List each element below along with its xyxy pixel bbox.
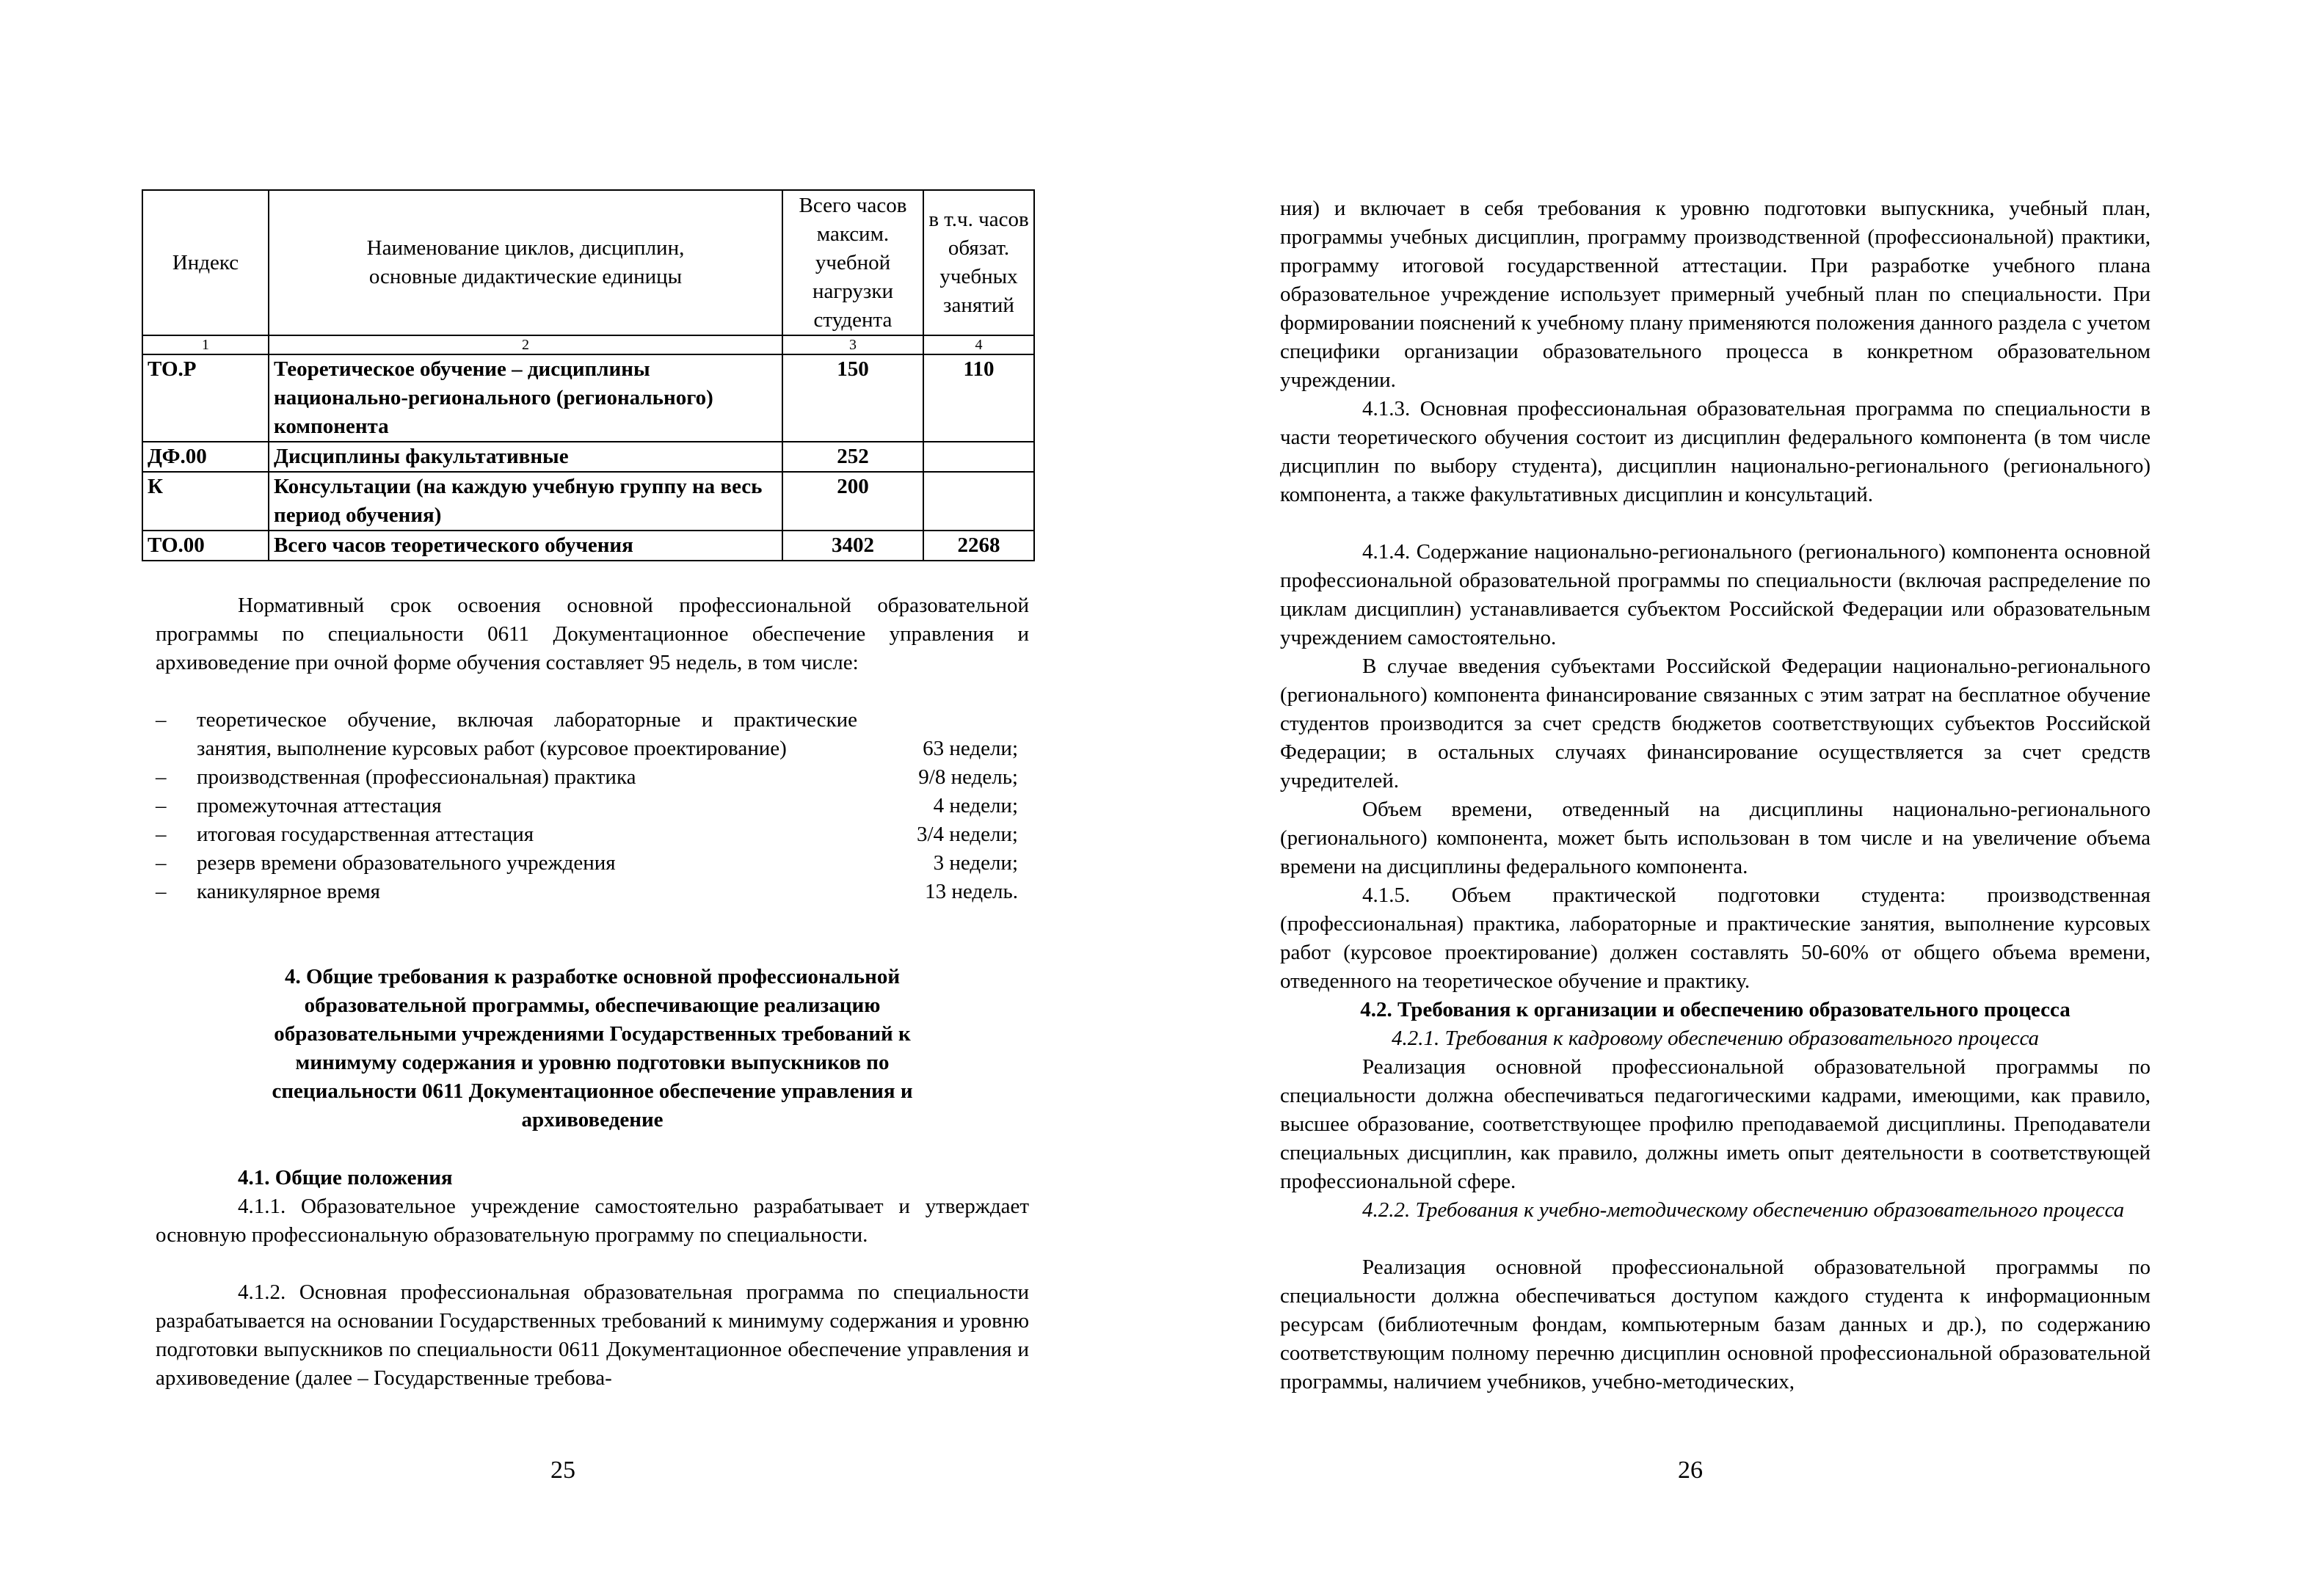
section-4-1-heading: 4.1. Общие положения [238,1166,453,1189]
row-index: ДФ.00 [142,442,269,472]
row-name: Теоретическое обучение – дисциплины национально-регионального (регионального) компонента [269,354,782,442]
paragraph-4-1-4: 4.1.4. Содержание национально-регионального (регионального) компонента основной профессиональной образовательной программы по специальности (включая распределение по циклам дисциплин) устанавливается субъектом Российской Федерации или образовательным учреждением самостоятельно. [1280,540,2151,649]
row-index: ТО.Р [142,354,269,442]
section-4-2-1-heading: 4.2.1. Требования к кадровому обеспечению образовательного процесса [1391,1027,2040,1050]
list-item [156,878,1018,906]
header-index: Индекс [142,190,269,335]
col-number: 1 [142,335,269,354]
section-4-title: 4. Общие требования к разработке основной профессиональной образовательной программы, обеспечивающие реализацию образовательными учреждениями Государственных требований к минимуму содержания и уровню подготовки выпускников по специальности 0611 Документационное обеспечение управления и архивоведение [272,965,913,1132]
col-number: 2 [269,335,782,354]
list-item-value: 3/4 недели; [917,823,1018,846]
list-item-value: 63 недели; [923,737,1018,760]
list-item-value: 4 недели; [933,794,1018,817]
row-index: К [142,472,269,531]
page-number: 26 [1678,1457,1703,1484]
list-item-value: 13 недель. [925,880,1018,903]
header-max-hours: Всего часов максим. учебной нагрузки студента [782,190,923,335]
list-item [156,849,1018,878]
dash-bullet: – [156,880,167,903]
row-name: Всего часов теоретического обучения [269,531,782,561]
paragraph-4-2-2: Реализация основной профессиональной образовательной программы по специальности должна обеспечиваться доступом каждого студента к информационным ресурсам (библиотечным фондам, компьютерным базам данных и др.), по содержанию соответствующим полному перечню дисциплин основной профессиональной образовательной программы, наличием учебников, учебно-методических, [1280,1256,2151,1393]
page-26 [1156,0,2312,1596]
row-class-hours: 110 [923,354,1034,442]
list-item [156,792,1018,820]
section-4-2-heading: 4.2. Требования к организации и обеспечению образовательного процесса [1360,998,2071,1021]
intro-paragraph: Нормативный срок освоения основной профессиональной образовательной программы по специальности 0611 Документационное обеспечение управления и архивоведение при очной форме обучения составляет 95 недель, в том числе: [156,594,1029,674]
list-item-value: 3 недели; [933,851,1018,875]
list-item-text: каникулярное время [197,880,381,903]
dash-bullet: – [156,823,167,846]
paragraph-4-1-5: 4.1.5. Объем практической подготовки студента: производственная (профессиональная) практика, лабораторные и практические занятия, выполнение курсовых работ (курсовое проектирование) должен составлять 50-60% от общего объема времени, отведенного на теоретическое обучение и практику. [1280,883,2151,993]
paragraph-regional-financing: В случае введения субъектами Российской Федерации национально-регионального (регионального) компонента финансирование связанных с этим затрат на бесплатное обучение студентов производится за счет средств бюджетов соответствующих субъектов Российской Федерации; в остальных случаях финансирование осуществляется за счет средств учредителей. [1280,655,2151,792]
table-row [142,472,1034,531]
section-4-2-2-heading: 4.2.2. Требования к учебно-методическому обеспечению образовательного процесса [1362,1198,2125,1222]
row-name: Дисциплины факультативные [269,442,782,472]
row-index: ТО.00 [142,531,269,561]
paragraph-4-1-2: 4.1.2. Основная профессиональная образовательная программа по специальности разрабатывается на основании Государственных требований к минимуму содержания и уровню подготовки выпускников по специальности 0611 Документационное обеспечение управления и архивоведение (далее – Государственные требова- [156,1280,1029,1390]
paragraph-4-1-3: 4.1.3. Основная профессиональная образовательная программа по специальности в части теоретического обучения состоит из дисциплин федерального компонента (в том числе дисциплин по выбору студента), дисциплин национально-регионального (регионального) компонента, а также факультативных дисциплин и консультаций. [1280,397,2151,506]
list-item-text: производственная (профессиональная) практика [197,765,636,789]
list-item [156,820,1018,849]
list-item [156,763,1018,792]
duration-list [156,706,1018,906]
column-number-row [142,335,1034,354]
row-max-hours: 3402 [782,531,923,561]
section-4-heading [156,963,1029,1134]
table-header-row [142,190,1034,335]
table-row [142,442,1034,472]
row-max-hours: 252 [782,442,923,472]
paragraph-time-volume: Объем времени, отведенный на дисциплины национально-регионального (регионального) компонента, может быть использован в том числе и на увеличение объема времени на дисциплины федерального компонента. [1280,798,2151,878]
list-item-text: резерв времени образовательного учреждения [197,851,616,875]
row-name: Консультации (на каждую учебную группу на весь период обучения) [269,472,782,531]
paragraph-4-1-1: 4.1.1. Образовательное учреждение самостоятельно разрабатывает и утверждает основную профессиональную образовательную программу по специальности. [156,1195,1029,1247]
row-class-hours: 2268 [923,531,1034,561]
col-number: 3 [782,335,923,354]
row-max-hours: 150 [782,354,923,442]
list-item-text: теоретическое обучение, включая лабораторные и практические занятия, выполнение курсовых работ (курсовое проектирование) [197,708,857,760]
dash-bullet: – [156,765,167,789]
table-row [142,354,1034,442]
dash-bullet: – [156,794,167,817]
table-row [142,531,1034,561]
header-name: Наименование циклов, дисциплин, основные дидактические единицы [269,190,782,335]
header-class-hours: в т.ч. часов обязат. учебных занятий [923,190,1034,335]
hours-table [142,189,1035,561]
list-item [156,706,1018,763]
col-number: 4 [923,335,1034,354]
paragraph-continued: ния) и включает в себя требования к уровню подготовки выпускника, учебный план, программы учебных дисциплин, программу производственной (профессиональной) практики, программу итоговой государственной аттестации. При разработке учебного плана образовательное учреждение использует примерный учебный план по специальности. При формировании пояснений к учебному плану применяются положения данного раздела с учетом специфики организации образовательного процесса в конкретном образовательном учреждении. [1280,197,2151,392]
row-class-hours [923,472,1034,531]
page-number: 25 [550,1457,575,1484]
list-item-text: итоговая государственная аттестация [197,823,534,846]
list-item-text: промежуточная аттестация [197,794,442,817]
row-class-hours [923,442,1034,472]
list-item-value: 9/8 недель; [918,765,1018,789]
dash-bullet: – [156,851,167,875]
row-max-hours: 200 [782,472,923,531]
paragraph-4-2-1: Реализация основной профессиональной образовательной программы по специальности должна обеспечиваться педагогическими кадрами, имеющими, как правило, высшее образование, соответствующее профилю преподаваемой дисциплины. Преподаватели специальных дисциплин, как правило, должны иметь опыт деятельности в соответствующей профессиональной сфере. [1280,1055,2151,1193]
dash-bullet: – [156,708,167,732]
